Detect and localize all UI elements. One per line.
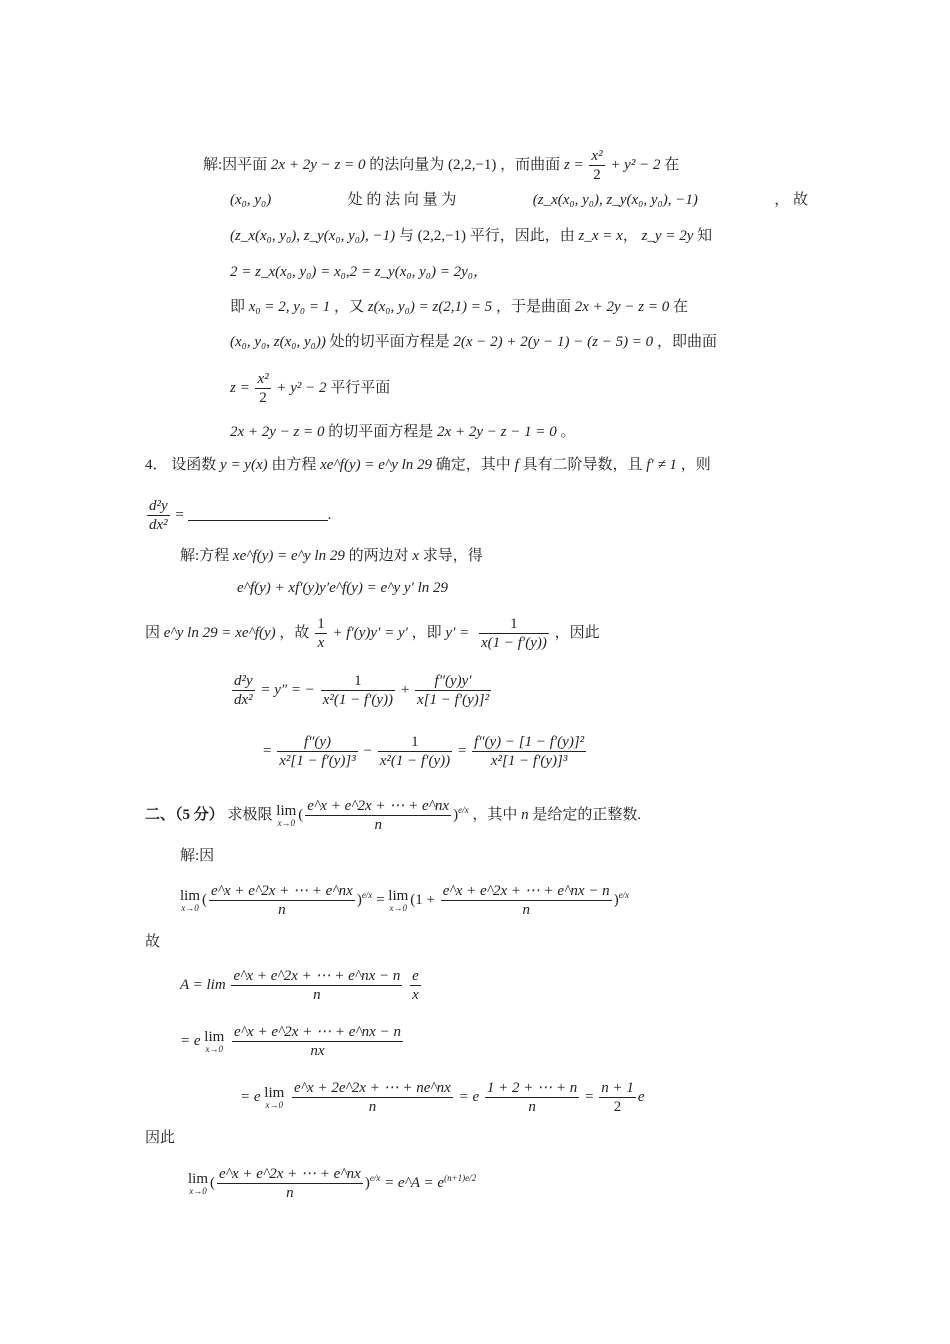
math: xe^f(y) = e^y ln 29 bbox=[232, 548, 345, 564]
denominator: n bbox=[374, 817, 382, 833]
fraction bbox=[485, 1079, 579, 1116]
limit: lim x→0 bbox=[188, 1170, 209, 1196]
fraction: $\frac{\text{d²y}}{\text{dx²}}$ bbox=[234, 673, 253, 708]
denominator: 2 bbox=[613, 1099, 622, 1115]
numerator: e^x + e^2x + ⋯ + e^nx bbox=[307, 798, 450, 814]
numerator: e^x + 2e^2x + ⋯ + ne^nx bbox=[294, 1080, 451, 1096]
q4-line1 bbox=[145, 455, 711, 475]
answer-blank bbox=[188, 506, 328, 521]
math: z = bbox=[563, 156, 584, 173]
numerator: e^x + e^2x + ⋯ + e^nx bbox=[219, 1166, 361, 1182]
sol3-line7 bbox=[230, 370, 390, 407]
fraction bbox=[292, 1079, 453, 1116]
text: 的两边对 bbox=[348, 548, 409, 564]
denominator: n bbox=[278, 902, 286, 918]
denominator: x[1 − f′(y)]² bbox=[417, 692, 490, 708]
sol4-line3 bbox=[145, 615, 600, 652]
sol3-line6 bbox=[230, 332, 717, 352]
text: ，而曲面 bbox=[500, 156, 561, 173]
math: (z_x(x₀, y₀), z_y(x₀, y₀), −1) bbox=[230, 228, 396, 244]
math: n bbox=[521, 806, 529, 823]
text: ，又 bbox=[334, 299, 365, 315]
denominator: n bbox=[528, 1099, 536, 1115]
math: = y″ = − bbox=[260, 681, 315, 698]
fraction bbox=[305, 797, 451, 834]
denominator: x(1 − f′(y)) bbox=[480, 635, 547, 651]
text: ，则 bbox=[680, 457, 711, 473]
denominator: n bbox=[286, 1185, 294, 1201]
text: 求极限 bbox=[227, 806, 273, 823]
math: 2x + 2y − z − 1 = 0 bbox=[437, 424, 557, 440]
numerator: e^x + e^2x + ⋯ + e^nx − n bbox=[442, 883, 610, 899]
fraction: $\frac{\text{x²}}{2}$ bbox=[591, 148, 603, 183]
text: 设函数 bbox=[171, 457, 217, 473]
question-head: 二、（5 分） bbox=[145, 806, 224, 823]
sol2-A-line1 bbox=[180, 967, 423, 1004]
sol3-line1 bbox=[203, 147, 679, 184]
fraction bbox=[472, 733, 586, 770]
sol2-gu: 故 bbox=[145, 934, 161, 950]
numerator: 1 bbox=[321, 672, 395, 691]
math: A = lim bbox=[180, 976, 226, 993]
math: z_y = 2y bbox=[641, 228, 694, 244]
math: (x₀, y₀, z(x₀, y₀)) bbox=[230, 334, 326, 350]
text: 与 (2,2,−1) 平行，因此，由 bbox=[398, 228, 575, 244]
text: . bbox=[327, 506, 332, 523]
math: (x₀, y₀) bbox=[230, 192, 272, 208]
q2-line: 二、（5 分） 求极限 lim x→0 ( $\frac{e\^{}x + e\^{}2x + \cdots + e\^{}nx}{n}$ )$^{e/x}$ ，其中 n 是给定的正整数. bbox=[145, 798, 642, 833]
limit: lim x→0 bbox=[264, 1084, 285, 1110]
numerator: d²y bbox=[149, 498, 168, 514]
sol4-line1 bbox=[180, 546, 483, 566]
q4-line2 bbox=[145, 497, 331, 534]
numerator: 1 bbox=[378, 733, 452, 752]
limit: lim x→0 bbox=[388, 887, 409, 913]
numerator: f″(y) − [1 − f′(y)]² bbox=[474, 734, 585, 750]
text: 即 bbox=[230, 299, 246, 315]
math: y = y(x) bbox=[220, 457, 268, 473]
numerator: n + 1 bbox=[601, 1080, 634, 1096]
denominator: x²(1 − f′(y)) bbox=[322, 692, 394, 708]
text: 解:方程 bbox=[180, 548, 230, 564]
math: x₀ = 2, y₀ = 1 bbox=[248, 299, 331, 315]
math: y′ = bbox=[445, 624, 470, 641]
math: x bbox=[412, 548, 420, 564]
math: f bbox=[514, 457, 519, 473]
sol2-jie: 解:因 bbox=[180, 848, 215, 864]
fraction bbox=[479, 615, 549, 652]
text: 在 bbox=[664, 156, 680, 173]
fraction bbox=[321, 672, 395, 709]
sol2-A-line2: = e lim x→0 $\frac{e\^{}x + e\^{}2x + \cdots + e\^{}nx - n}{nx}$ bbox=[180, 1024, 401, 1059]
fraction bbox=[147, 497, 170, 534]
denominator: dx² bbox=[149, 517, 168, 533]
text: 处 的 法 向 量 为 bbox=[347, 192, 457, 208]
fraction bbox=[277, 733, 358, 770]
text: 是给定的正整数. bbox=[532, 806, 642, 823]
math: + f′(y)y′ = y′ bbox=[332, 624, 408, 641]
sol2-A-line3: = e lim x→0 $\frac{e\^{}x + 2e\^{}2x + \cdots + ne\^{}nx}{n}$ = e $\frac{1 + 2 + \cdots + n}{n}$ = $\frac{n + 1}{2}$ e bbox=[240, 1080, 645, 1115]
math: f′ ≠ 1 bbox=[646, 457, 677, 473]
text: 由方程 bbox=[271, 457, 317, 473]
text: 知 bbox=[697, 228, 713, 244]
math: = e^A = e bbox=[384, 1174, 445, 1191]
denominator: n bbox=[313, 987, 321, 1003]
fraction bbox=[599, 1079, 636, 1116]
text: ，即曲面 bbox=[656, 334, 717, 350]
text: = bbox=[175, 506, 184, 523]
limit: lim x→0 bbox=[180, 887, 201, 913]
text: ，故 bbox=[279, 624, 310, 641]
sol4-line4: $\frac{\text{d²y}}{\text{dx²}}$ = y″ = − $\frac{1}{\text{x²(1 − f′(y))}}$ + $\frac{f''(y)y'}{\text{x[1 − f′(y)]²}}$ bbox=[234, 673, 490, 708]
numerator: e^x + e^2x + ⋯ + e^nx − n bbox=[234, 1024, 401, 1040]
denominator: x²[1 − f′(y)]³ bbox=[490, 753, 568, 769]
text: ，于是曲面 bbox=[495, 299, 571, 315]
text: 平行平面 bbox=[330, 379, 391, 396]
denominator: nx bbox=[310, 1043, 325, 1059]
denominator: n bbox=[522, 902, 530, 918]
text: ，即 bbox=[411, 624, 442, 641]
fraction: $\frac{\text{x²}}{2}$ bbox=[257, 371, 269, 406]
text: ，其中 bbox=[472, 806, 518, 823]
question-number: 4． bbox=[145, 457, 168, 473]
text: 。 bbox=[560, 424, 576, 440]
math: 2(x − 2) + 2(y − 1) − (z − 5) = 0 bbox=[453, 334, 654, 350]
fraction bbox=[232, 1023, 403, 1060]
limit: lim x→0 bbox=[204, 1028, 225, 1054]
text: ，因此 bbox=[554, 624, 600, 641]
numerator: f″(y)y′ bbox=[415, 672, 491, 691]
math: (2,2,−1) bbox=[447, 156, 497, 173]
text: 因 bbox=[145, 624, 161, 641]
fraction bbox=[441, 882, 612, 919]
fraction: $\frac{1}{x}$ bbox=[317, 616, 325, 651]
fraction bbox=[378, 733, 452, 770]
text: 确定，其中 bbox=[435, 457, 511, 473]
sol3-line2 bbox=[230, 190, 808, 210]
numerator: e^x + e^2x + ⋯ + e^nx bbox=[211, 883, 353, 899]
sol3-line8 bbox=[230, 422, 575, 442]
sol2-final: lim x→0 ( $\frac{e\^{}x + e\^{}2x + \cdots + e\^{}nx}{n}$ )$^{e/x}$ = e^A = $e^{(n+1)e/2}$ bbox=[188, 1166, 477, 1201]
fraction bbox=[231, 967, 402, 1004]
limit: lim x→0 bbox=[276, 802, 297, 828]
sol2-line1: lim x→0 ( $\frac{e\^{}x + e\^{}2x + \cdots + e\^{}nx}{n}$ )$^{e/x}$ = lim x→0 (1 + $\frac{e\^{}x + e\^{}2x + \cdots + e\^{}nx - n}{n}$ )$^{e/x}$ bbox=[180, 883, 630, 918]
text: 解:因平面 bbox=[203, 156, 268, 173]
text: 具有二阶导数，且 bbox=[522, 457, 643, 473]
fraction bbox=[217, 1165, 363, 1202]
text: 求导，得 bbox=[422, 548, 483, 564]
text: 的切平面方程是 bbox=[328, 424, 434, 440]
math: e^y ln 29 = xe^f(y) bbox=[163, 624, 276, 641]
sol2-yinci: 因此 bbox=[145, 1130, 176, 1146]
fraction bbox=[415, 672, 491, 709]
sol4-line5: = $\frac{f''(y)}{\text{x²[1 − f′(y)]³}}$ − $\frac{1}{\text{x²(1 − f′(y))}}$ = $\frac{\text{f″(y) − [1 − f′(y)]²}}{\text{x²[1 − f′(y)]³}}$ bbox=[263, 734, 585, 769]
sol4-line2: e^f(y) + xf′(y)y′e^f(y) = e^y y′ ln 29 bbox=[237, 580, 449, 596]
math: z(x₀, y₀) = z(2,1) = 5 bbox=[367, 299, 493, 315]
math: z_x = x bbox=[578, 228, 623, 244]
math: (z_x(x₀, y₀), z_y(x₀, y₀), −1) bbox=[532, 192, 698, 208]
text: 处的切平面方程是 bbox=[329, 334, 450, 350]
text: 在 bbox=[672, 299, 688, 315]
math: xe^f(y) = e^y ln 29 bbox=[320, 457, 433, 473]
math: 2x + 2y − z = 0 bbox=[230, 424, 325, 440]
fraction: $\frac{e}{x}$ bbox=[412, 968, 419, 1003]
math: z = bbox=[230, 379, 250, 396]
math: 2x + 2y − z = 0 bbox=[270, 156, 366, 173]
fraction bbox=[209, 882, 355, 919]
math: + y² − 2 bbox=[610, 156, 661, 173]
numerator: 1 bbox=[479, 615, 549, 634]
numerator: f″(y) bbox=[277, 733, 358, 752]
text: ， 故 bbox=[774, 192, 808, 208]
sol3-line4: 2 = z_x(x₀, y₀) = x₀,2 = z_y(x₀, y₀) = 2y₀， bbox=[230, 264, 488, 280]
math: + y² − 2 bbox=[276, 379, 327, 396]
math: 2x + 2y − z = 0 bbox=[574, 299, 670, 315]
sol3-line5 bbox=[230, 297, 688, 317]
denominator: x²(1 − f′(y)) bbox=[379, 753, 451, 769]
sol3-line3: (z_x(x₀, y₀), z_y(x₀, y₀), −1) 与 (2,2,−1) 平行，因此，由 z_x = x， z_y = 2y 知 bbox=[230, 228, 713, 244]
numerator: 1 + 2 + ⋯ + n bbox=[486, 1080, 578, 1096]
text: 的法向量为 bbox=[369, 156, 445, 173]
denominator: n bbox=[368, 1099, 377, 1115]
denominator: x²[1 − f′(y)]³ bbox=[279, 753, 356, 769]
numerator: e^x + e^2x + ⋯ + e^nx − n bbox=[233, 968, 401, 984]
